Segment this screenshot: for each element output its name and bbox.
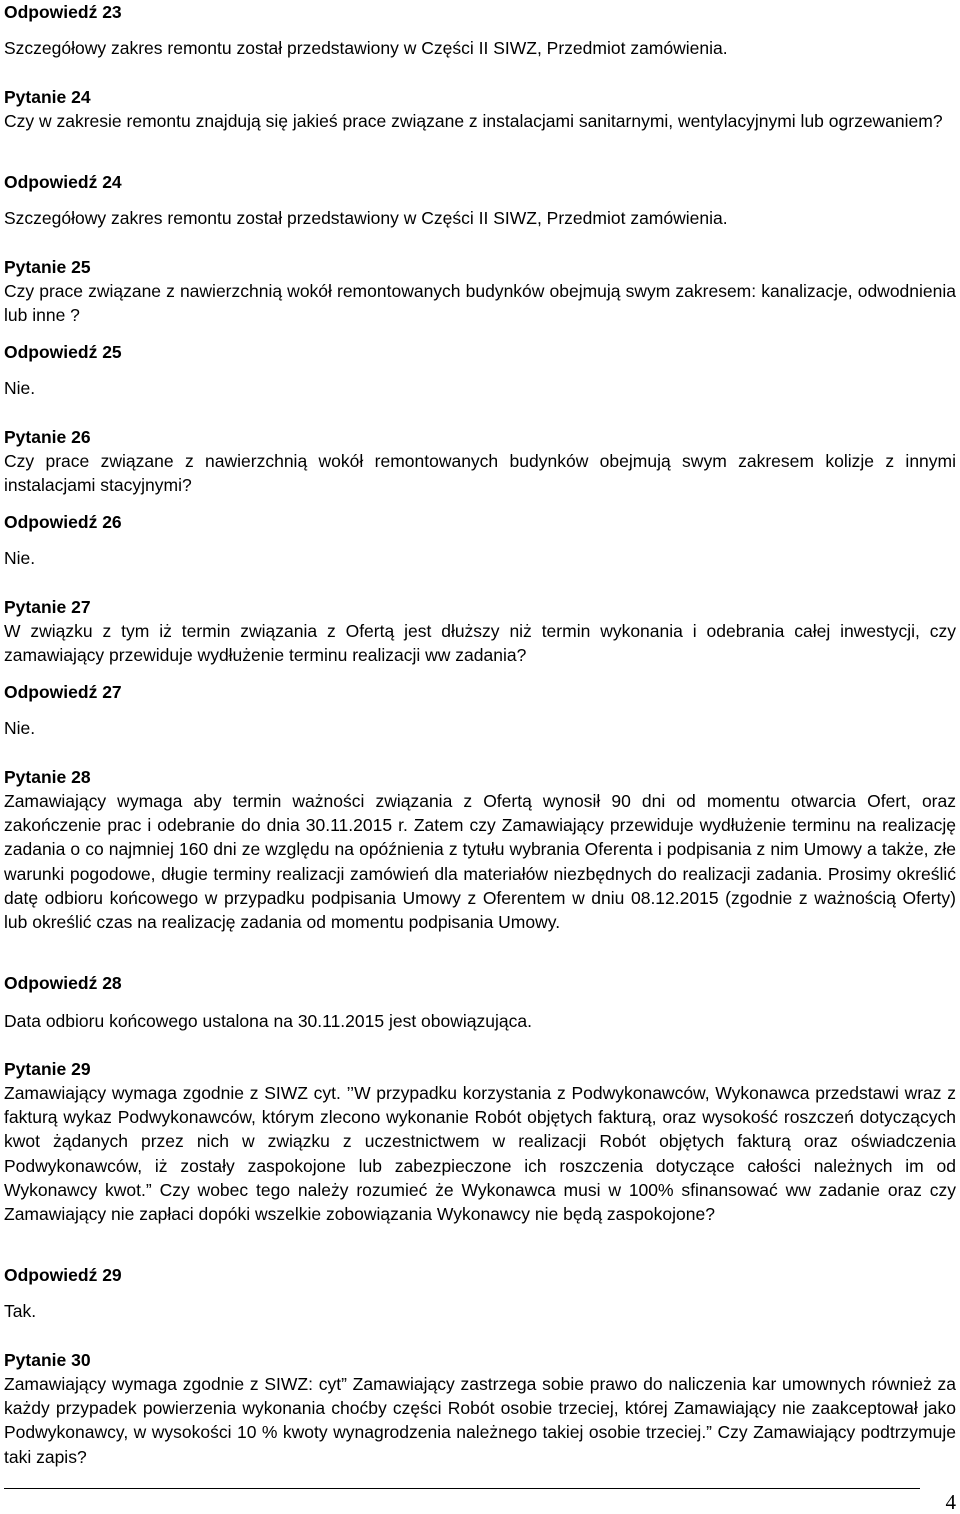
answer-29-heading: Odpowiedź 29 (4, 1265, 122, 1285)
answer-27-text: Nie. (4, 718, 36, 738)
answer-26-heading: Odpowiedź 26 (4, 512, 122, 532)
answer-24-heading: Odpowiedź 24 (4, 172, 122, 192)
question-25-text: Czy prace związane z nawierzchnią wokół remontowanych budynków obejmują swym zakresem: kanalizacje, odwodnienia lub inne ? (4, 281, 956, 326)
question-28-heading: Pytanie 28 (4, 767, 91, 787)
answer-28-heading: Odpowiedź 28 (4, 973, 122, 993)
question-28-text: Zamawiający wymaga aby termin ważności związania z Ofertą wynosił 90 dni od momentu otwarcia Ofert, oraz zakończenie prac i odebranie do dnia 30.11.2015 r. Zatem czy Zamawiający przewiduje wydłużenie terminu na realizację zadania o co najmniej 160 dni ze względu na opóźnienia z tytułu wybrania Oferenta i podpisania z nim Umowy a także, złe warunki pogodowe, długie terminy realizacji zamówień dla materiałów niezbędnych do realizacji zadania. Prosimy określić datę odbioru końcowego w przypadku podpisania Umowy z Oferentem w dniu 08.12.2015 (zgodnie z ważnością Oferty) lub określić czas na realizację zadania od momentu podpisania Umowy. (4, 791, 956, 933)
page-number: 4 (945, 1490, 956, 1514)
answer-26-text: Nie. (4, 548, 36, 568)
question-27-heading: Pytanie 27 (4, 597, 91, 617)
question-24-text: Czy w zakresie remontu znajdują się jakieś prace związane z instalacjami sanitarnymi, wentylacyjnymi lub ogrzewaniem? (4, 111, 943, 131)
question-25-heading: Pytanie 25 (4, 257, 91, 277)
answer-24-text: Szczegółowy zakres remontu został przedstawiony w Części II SIWZ, Przedmiot zamówienia. (4, 208, 728, 228)
answer-25-heading: Odpowiedź 25 (4, 342, 122, 362)
question-29-text: Zamawiający wymaga zgodnie z SIWZ cyt. ’’W przypadku korzystania z Podwykonawców, Wykonawca przedstawi wraz z fakturą wykaz Podwykonawców, którym zlecono wykonanie Robót objętych fakturą, oraz wysokość roszczeń dotyczących kwot żądanych przez nich w związku z uczestnictwem w realizacji Robót objętych fakturą oraz oświadczenia Podwykonawców, iż zostały zaspokojone lub zabezpieczone ich roszczenia dotyczące całości należnych im od Wykonawcy kwot.” Czy wobec tego należy rozumieć że Wykonawca musi w 100% sfinansować ww zadanie oraz czy Zamawiający nie zapłaci dopóki wszelkie zobowiązania Wykonawcy nie będą zaspokojone? (4, 1083, 956, 1225)
answer-29-text: Tak. (4, 1301, 37, 1321)
question-26-text: Czy prace związane z nawierzchnią wokół remontowanych budynków obejmują swym zakresem kolizje z innymi instalacjami stacyjnymi? (4, 451, 956, 496)
answer-27-heading: Odpowiedź 27 (4, 682, 122, 702)
question-26-heading: Pytanie 26 (4, 427, 91, 447)
question-24-heading: Pytanie 24 (4, 87, 91, 107)
answer-28-text: Data odbioru końcowego ustalona na 30.11.2015 jest obowiązująca. (4, 1011, 532, 1031)
answer-23-text: Szczegółowy zakres remontu został przedstawiony w Części II SIWZ, Przedmiot zamówienia. (4, 38, 728, 58)
answer-23-heading: Odpowiedź 23 (4, 2, 122, 22)
footer-divider (4, 1488, 920, 1489)
question-29-heading: Pytanie 29 (4, 1059, 91, 1079)
question-27-text: W związku z tym iż termin związania z Ofertą jest dłuższy niż termin wykonania i odebrania całej inwestycji, czy zamawiający przewiduje wydłużenie terminu realizacji ww zadania? (4, 621, 956, 666)
question-30-text: Zamawiający wymaga zgodnie z SIWZ: cyt” Zamawiający zastrzega sobie prawo do naliczenia kar umownych również za każdy przypadek powierzenia wykonania choćby części Robót osobie trzeciej, której Zamawiający nie zaakceptował jako Podwykonawcy, w wysokości 10 % kwoty wynagrodzenia należnego takiej osobie trzeciej.” Czy Zamawiający podtrzymuje taki zapis? (4, 1374, 956, 1467)
question-30-heading: Pytanie 30 (4, 1350, 91, 1370)
answer-25-text: Nie. (4, 378, 36, 398)
